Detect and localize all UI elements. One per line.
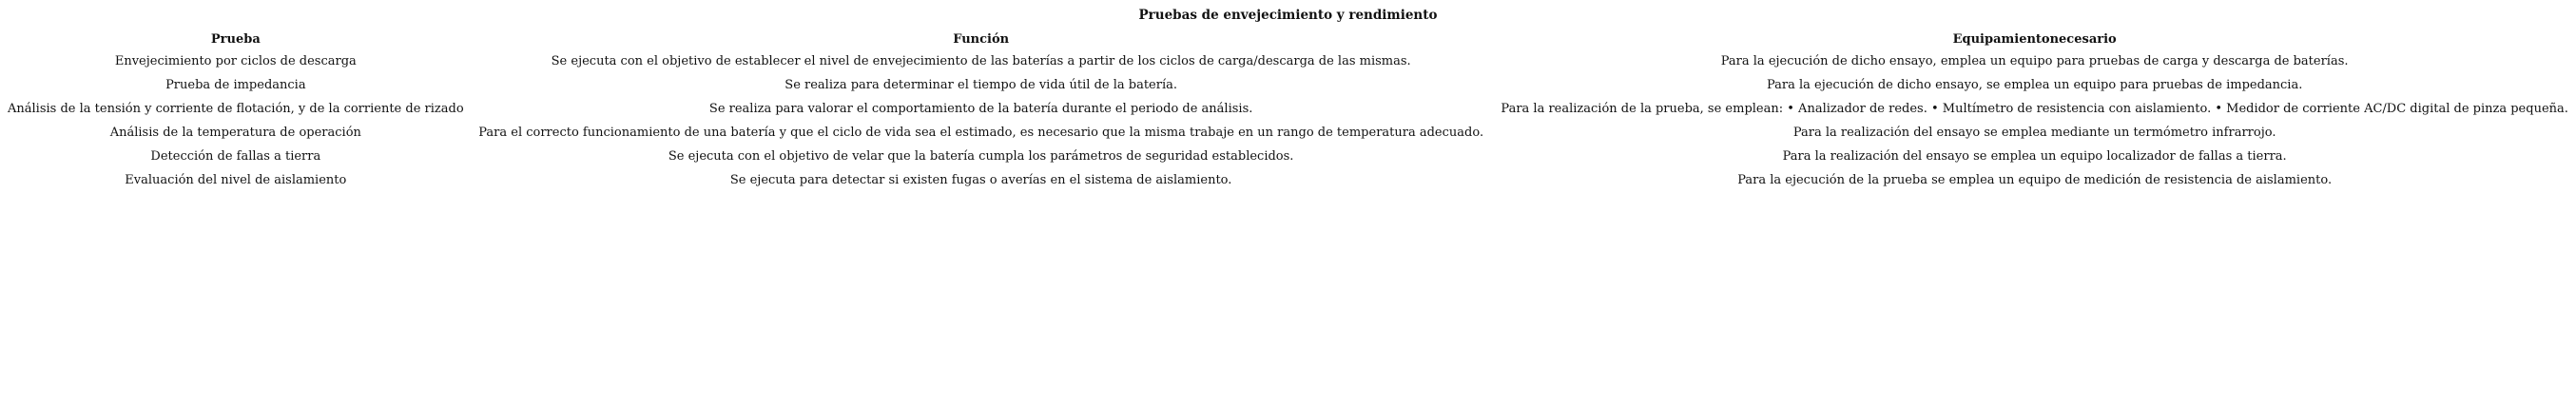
cell-equipamiento: Para la realización de la prueba, se emplean: • Analizador de redes. • Multímetro de resistencia con aislamiento. • Medidor de corriente AC/DC digital de pinza pequeña.	[1501, 102, 2568, 116]
table-row	[4, 168, 2575, 192]
cell-prueba: Evaluación del nivel de aislamiento	[125, 173, 347, 187]
cell-prueba: Prueba de impedancia	[165, 78, 306, 92]
tests-table	[4, 28, 2575, 192]
cell-funcion: Se ejecuta para detectar si existen fugas o averías en el sistema de aislamiento.	[729, 173, 1232, 187]
cell-prueba: Análisis de la temperatura de operación	[109, 126, 361, 140]
cell-funcion: Se ejecuta con el objetivo de establecer el nivel de envejecimiento de las baterías a partir de los ciclos de carga/descarga de las mismas.	[551, 54, 1411, 68]
cell-prueba: Envejecimiento por ciclos de descarga	[114, 54, 357, 68]
column-header-funcion: Función	[953, 32, 1010, 47]
cell-equipamiento: Para la ejecución de la prueba se emplea un equipo de medición de resistencia de aislamiento.	[1737, 173, 2333, 187]
cell-prueba: Detección de fallas a tierra	[150, 149, 321, 164]
table-row	[4, 97, 2575, 121]
table-row	[4, 145, 2575, 168]
cell-funcion: Se realiza para determinar el tiempo de vida útil de la batería.	[784, 78, 1178, 92]
column-header-equipamiento: Equipamientonecesario	[1952, 32, 2117, 47]
cell-equipamiento: Para la realización del ensayo se emplea un equipo localizador de fallas a tierra.	[1782, 149, 2287, 164]
table-row	[4, 73, 2575, 97]
cell-funcion: Para el correcto funcionamiento de una batería y que el ciclo de vida sea el estimado, es necesario que la misma trabaje en un rango de temperatura adecuado.	[478, 126, 1484, 140]
cell-equipamiento: Para la ejecución de dicho ensayo, se emplea un equipo para pruebas de impedancia.	[1766, 78, 2303, 92]
cell-equipamiento: Para la realización del ensayo se emplea mediante un termómetro infrarrojo.	[1792, 126, 2276, 140]
column-header-prueba: Prueba	[210, 32, 261, 47]
table-row	[4, 121, 2575, 145]
table-header-row	[4, 28, 2575, 49]
cell-funcion: Se ejecuta con el objetivo de velar que la batería cumpla los parámetros de seguridad establecidos.	[668, 149, 1294, 164]
cell-equipamiento: Para la ejecución de dicho ensayo, emplea un equipo para pruebas de carga y descarga de baterías.	[1720, 54, 2349, 68]
table-row	[4, 49, 2575, 73]
cell-funcion: Se realiza para valorar el comportamiento de la batería durante el periodo de análisis.	[708, 102, 1253, 116]
cell-prueba: Análisis de la tensión y corriente de flotación, y de la corriente de rizado	[8, 102, 464, 116]
table-caption: Pruebas de envejecimiento y rendimiento	[1138, 8, 1438, 23]
